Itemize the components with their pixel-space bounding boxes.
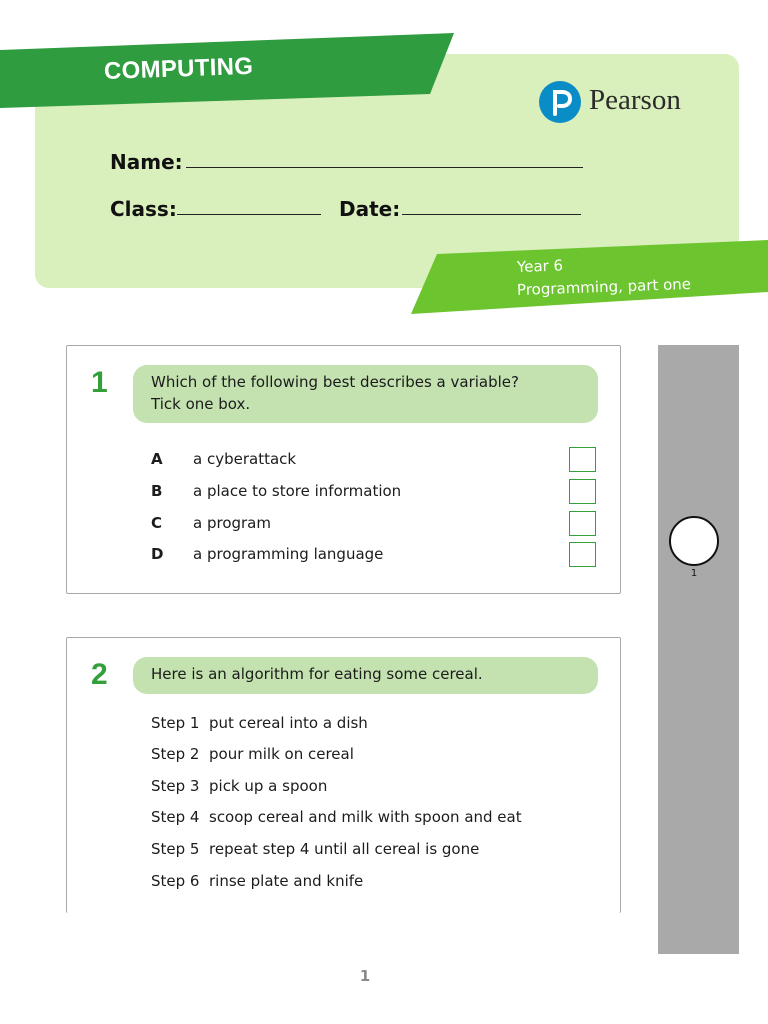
step-text: pick up a spoon (209, 777, 328, 795)
publisher-logo: Pearson (589, 84, 681, 116)
name-label: Name: (110, 150, 183, 174)
tickbox-b[interactable] (569, 479, 596, 504)
step-label: Step 2 (151, 745, 200, 763)
question-number: 1 (91, 366, 108, 399)
step-label: Step 6 (151, 872, 200, 890)
option-text-c: a program (193, 514, 271, 532)
step-text: pour milk on cereal (209, 745, 354, 763)
class-label: Class: (110, 197, 177, 221)
prompt-line: Which of the following best describes a variable? (151, 373, 519, 391)
question-1-box (66, 345, 621, 594)
page-number: 1 (359, 967, 371, 985)
option-letter-b: B (151, 482, 163, 500)
tickbox-d[interactable] (569, 542, 596, 567)
step-text: scoop cereal and milk with spoon and eat (209, 808, 522, 826)
option-text-b: a place to store information (193, 482, 402, 500)
marks-available: 1 (690, 568, 698, 579)
prompt-instruction: Tick one box. (151, 395, 251, 413)
option-text-d: a programming language (193, 545, 384, 563)
option-text-a: a cyberattack (193, 450, 297, 468)
subject-title: COMPUTING (103, 52, 254, 85)
option-letter-a: A (151, 450, 163, 468)
name-field[interactable] (186, 167, 583, 168)
tickbox-a[interactable] (569, 447, 596, 472)
question-number: 2 (91, 658, 108, 691)
marks-margin (658, 345, 739, 954)
unit-label: Programming, part one (516, 274, 692, 299)
option-letter-c: C (151, 514, 163, 532)
step-label: Step 5 (151, 840, 200, 858)
question-2-box (66, 637, 621, 913)
tickbox-c[interactable] (569, 511, 596, 536)
step-label: Step 4 (151, 808, 200, 826)
step-text: put cereal into a dish (209, 714, 368, 732)
marks-circle[interactable] (669, 516, 719, 566)
option-letter-d: D (151, 545, 164, 563)
year-banner (0, 230, 768, 320)
class-field[interactable] (177, 214, 321, 215)
year-label: Year 6 (516, 256, 564, 276)
date-label: Date: (339, 197, 401, 221)
question-prompt: Here is an algorithm for eating some cereal. (133, 657, 598, 694)
step-text: repeat step 4 until all cereal is gone (209, 840, 480, 858)
step-label: Step 1 (151, 714, 200, 732)
date-field[interactable] (402, 214, 581, 215)
step-label: Step 3 (151, 777, 200, 795)
step-text: rinse plate and knife (209, 872, 364, 890)
question-prompt (133, 365, 598, 423)
pearson-logo-icon (538, 80, 582, 124)
